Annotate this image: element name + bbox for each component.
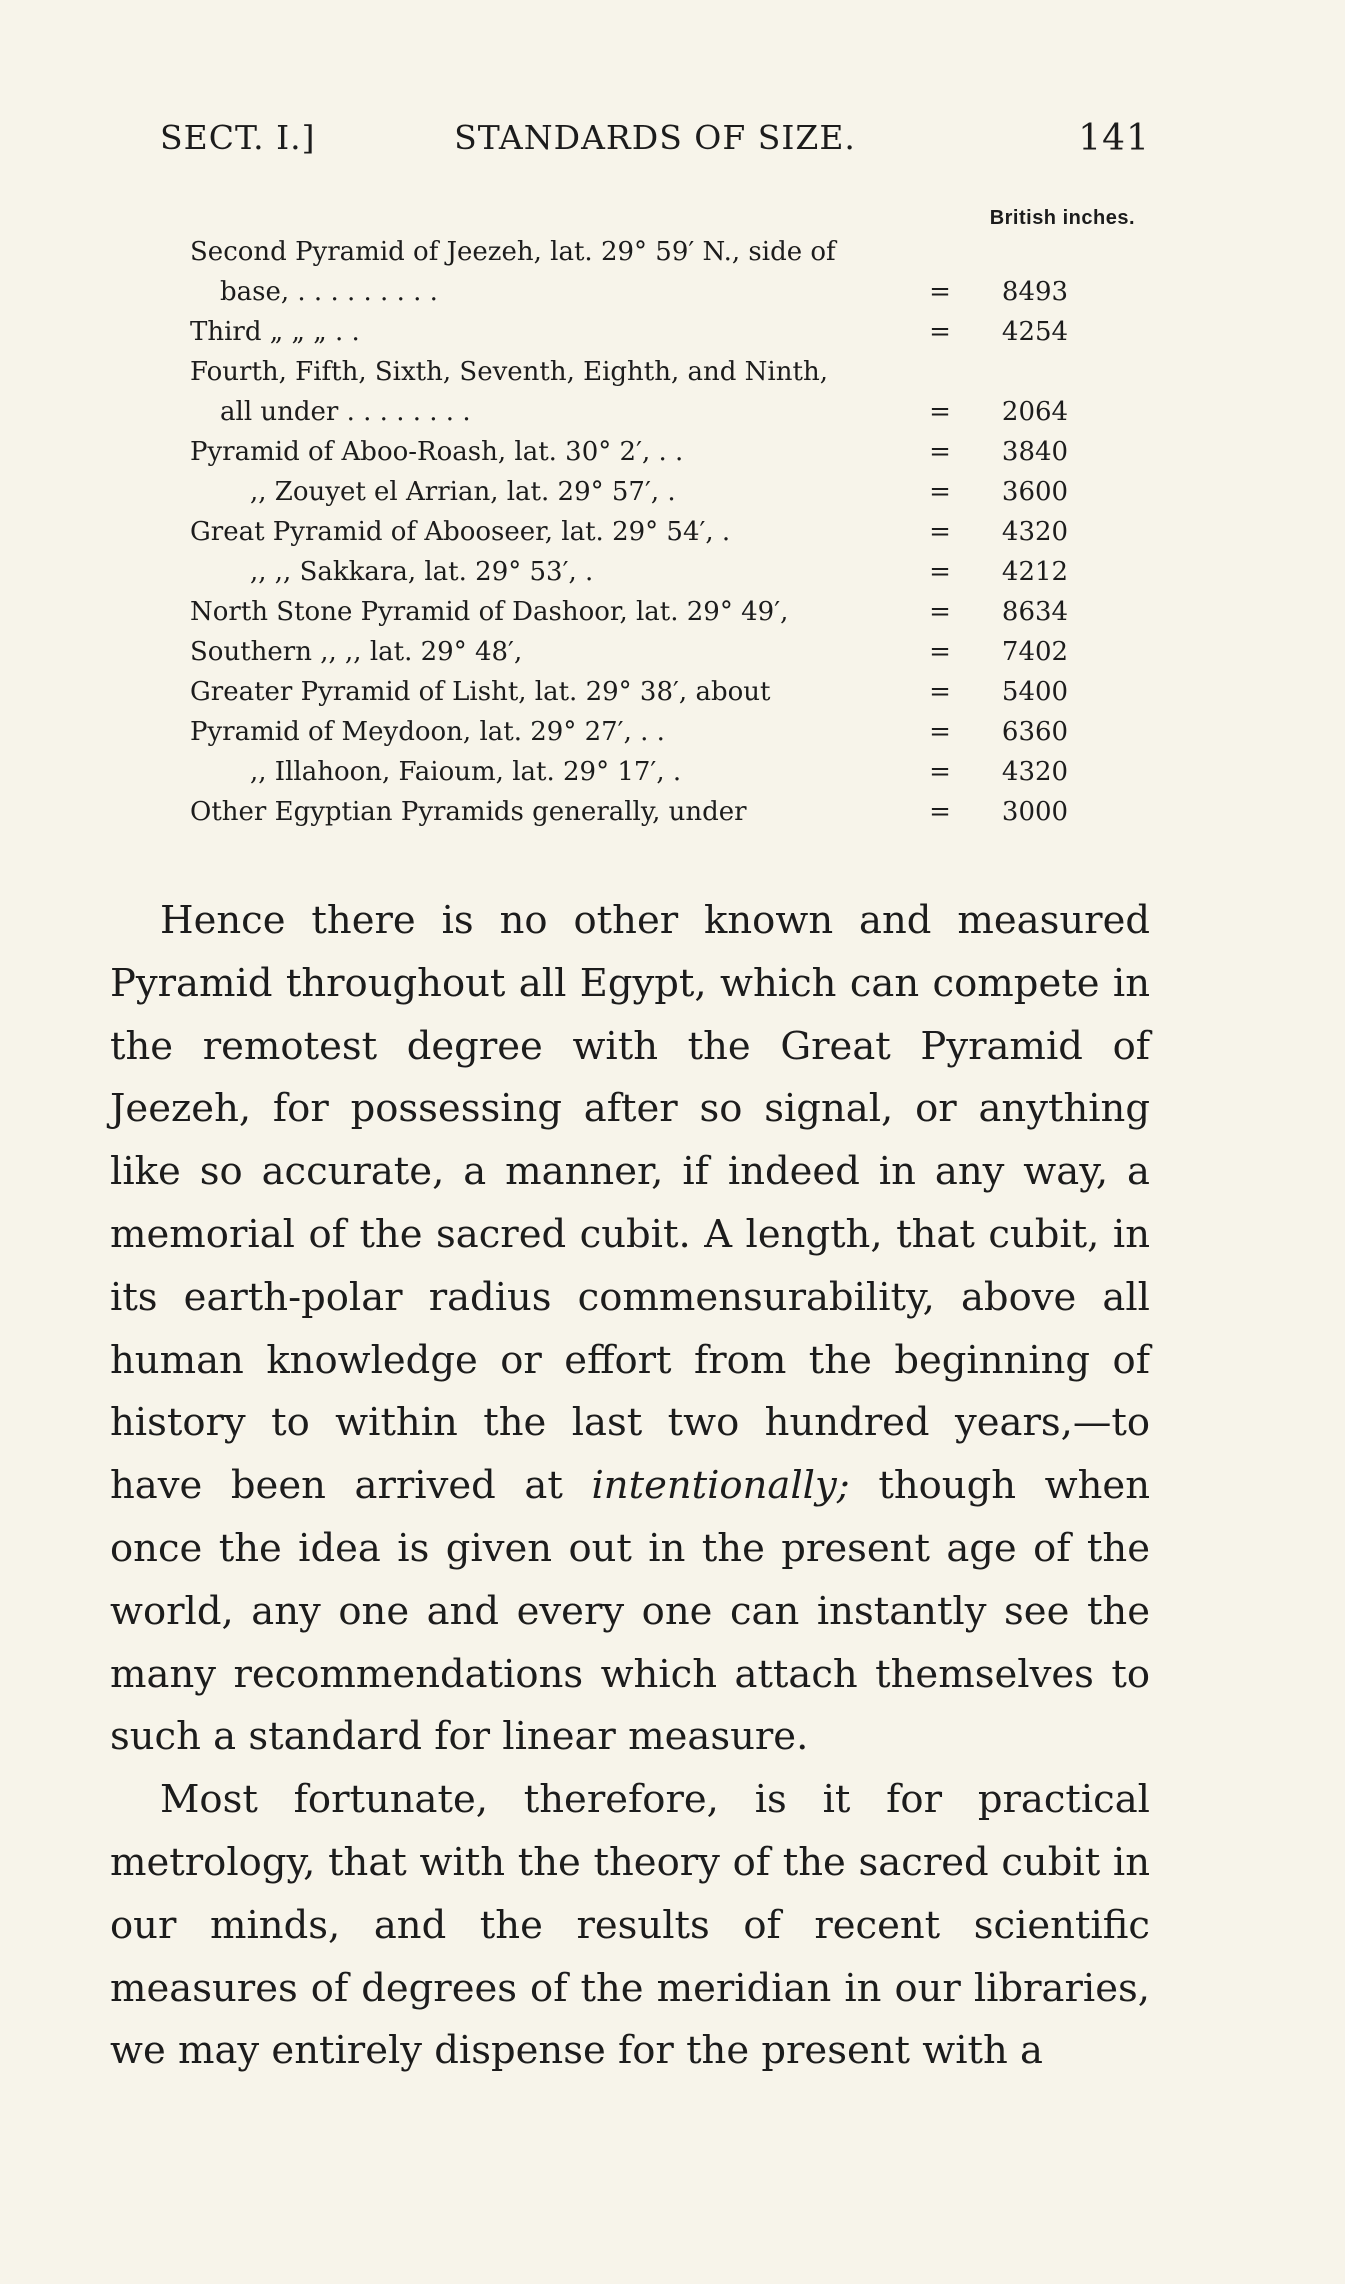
row-label: Greater Pyramid of Lisht, lat. 29° 38′, about bbox=[190, 677, 771, 707]
row-label: Fourth, Fifth, Sixth, Seventh, Eighth, and Ninth, bbox=[190, 357, 828, 387]
row-equals: = bbox=[929, 637, 951, 667]
row-value: 7402 bbox=[1001, 637, 1069, 667]
row-label: ,, Illahoon, Faioum, lat. 29° 17′, . bbox=[250, 757, 682, 787]
table-row bbox=[190, 472, 1150, 512]
row-equals: = bbox=[929, 717, 951, 747]
row-value: 6360 bbox=[1001, 717, 1069, 747]
row-value: 4320 bbox=[1001, 517, 1069, 547]
row-equals: = bbox=[929, 797, 951, 827]
row-equals: = bbox=[929, 477, 951, 507]
row-equals: = bbox=[929, 757, 951, 787]
row-value: 8493 bbox=[1001, 277, 1069, 307]
paragraph-text: Most fortunate, therefore, is it for practical metrology, that with the theory of the sacred cubit in our minds, and the results of recent scientific measures of degrees of the meridian in our libraries, we may entirely dispense for the present with a bbox=[110, 1777, 1150, 2074]
row-equals: = bbox=[929, 317, 951, 347]
row-label: Pyramid of Aboo-Roash, lat. 30° 2′, . . bbox=[190, 437, 684, 467]
running-title: STANDARDS OF SIZE. bbox=[454, 118, 856, 157]
table-unit-heading: British inches. bbox=[989, 207, 1135, 229]
row-equals: = bbox=[929, 517, 951, 547]
emphasis-text: intentionally; bbox=[591, 1463, 850, 1509]
row-label: Southern ,, ,, lat. 29° 48′, bbox=[190, 637, 523, 667]
pyramid-size-table bbox=[190, 232, 1150, 832]
section-marker: SECT. I.] bbox=[160, 118, 316, 157]
row-equals: = bbox=[929, 437, 951, 467]
table-row bbox=[190, 232, 1150, 272]
row-equals: = bbox=[929, 397, 951, 427]
table-row bbox=[190, 592, 1150, 632]
row-label: Great Pyramid of Abooseer, lat. 29° 54′, . bbox=[190, 517, 731, 547]
table-row bbox=[190, 272, 1150, 312]
row-value: 4320 bbox=[1001, 757, 1069, 787]
row-value: 2064 bbox=[1001, 397, 1069, 427]
paragraph-text: though when once the idea is given out in the present age of the world, any one and every one can instantly see the many recommendations which attach themselves to such a standard for linear measure. bbox=[110, 1463, 1150, 1760]
row-value: 5400 bbox=[1001, 677, 1069, 707]
paragraph-text: Hence there is no other known and measured Pyramid throughout all Egypt, which can compete in the remotest degree with the Great Pyramid of Jeezeh, for possessing after so signal, or anything like so accurate, a manner, if indeed in any way, a memorial of the sacred cubit. A length, that cubit, in its earth-polar radius commensurability, above all human knowledge or effort from the beginning of history to within the last two hundred years,—to have been arrived at bbox=[110, 898, 1150, 1509]
table-row bbox=[190, 352, 1150, 392]
row-value: 3840 bbox=[1001, 437, 1069, 467]
table-row bbox=[190, 672, 1150, 712]
table-row bbox=[190, 432, 1150, 472]
table-row bbox=[190, 792, 1150, 832]
row-label: Other Egyptian Pyramids generally, under bbox=[190, 797, 747, 827]
row-equals: = bbox=[929, 277, 951, 307]
row-label: Pyramid of Meydoon, lat. 29° 27′, . . bbox=[190, 717, 665, 747]
paragraph bbox=[110, 890, 1150, 1769]
row-value: 8634 bbox=[1001, 597, 1069, 627]
row-label: all under . . . . . . . . bbox=[220, 397, 471, 427]
row-equals: = bbox=[929, 557, 951, 587]
row-label: Third „ „ „ . . bbox=[190, 317, 360, 347]
row-equals: = bbox=[929, 677, 951, 707]
table-row bbox=[190, 552, 1150, 592]
running-header bbox=[160, 118, 1150, 168]
paragraph bbox=[110, 1769, 1150, 2083]
row-label: Second Pyramid of Jeezeh, lat. 29° 59′ N., side of bbox=[190, 237, 836, 267]
row-value: 4212 bbox=[1001, 557, 1069, 587]
table-row bbox=[190, 632, 1150, 672]
table-row bbox=[190, 312, 1150, 352]
table-row bbox=[190, 512, 1150, 552]
body-text bbox=[110, 890, 1150, 2083]
table-row bbox=[190, 392, 1150, 432]
row-label: ,, ,, Sakkara, lat. 29° 53′, . bbox=[250, 557, 594, 587]
row-equals: = bbox=[929, 597, 951, 627]
row-label: base, . . . . . . . . . bbox=[220, 277, 438, 307]
row-value: 3600 bbox=[1001, 477, 1069, 507]
row-value: 3000 bbox=[1001, 797, 1069, 827]
row-value: 4254 bbox=[1001, 317, 1069, 347]
page-number: 141 bbox=[1078, 118, 1150, 159]
row-label: North Stone Pyramid of Dashoor, lat. 29° 49′, bbox=[190, 597, 789, 627]
table-row bbox=[190, 752, 1150, 792]
row-label: ,, Zouyet el Arrian, lat. 29° 57′, . bbox=[250, 477, 676, 507]
table-row bbox=[190, 712, 1150, 752]
